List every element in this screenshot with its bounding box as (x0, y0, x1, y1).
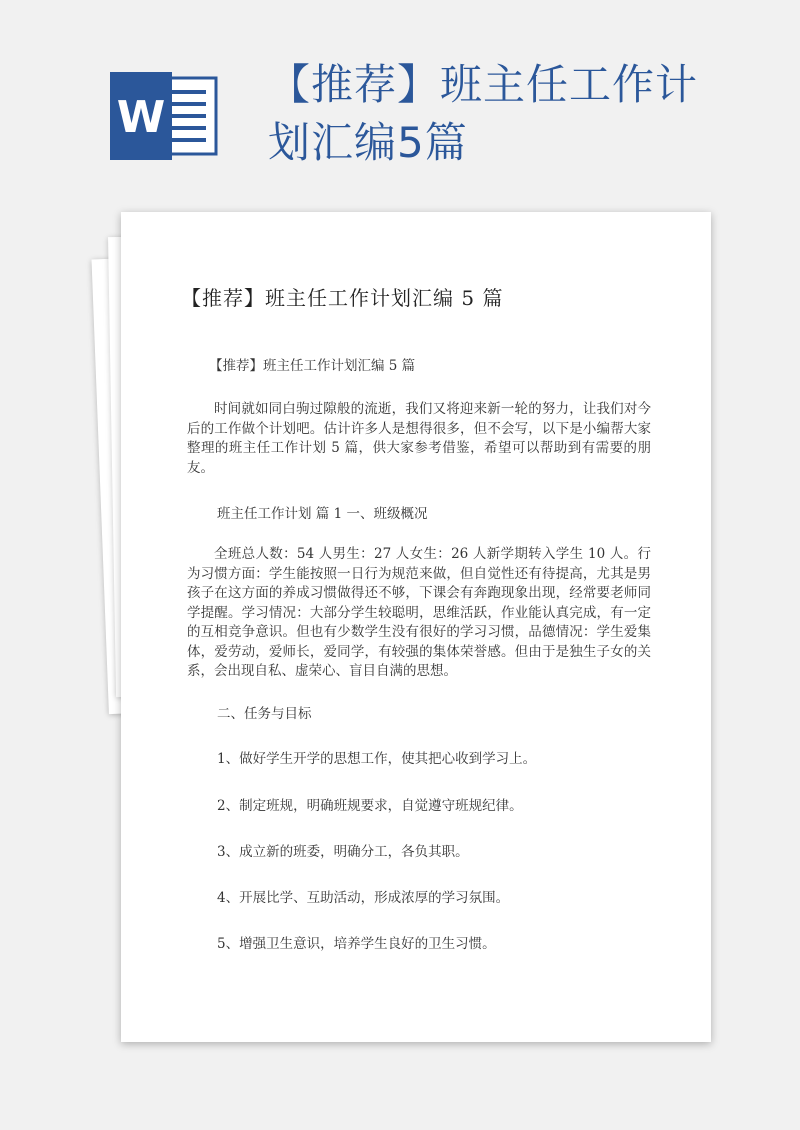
class-overview-paragraph: 全班总人数：54 人男生：27 人女生：26 人新学期转入学生 10 人。行为习惯方面：学生能按照一日行为规范来做，但自觉性还有待提高，尤其是男孩子在这方面的养成习惯做得还不够，下课会有奔跑现象出现，经常要老师同学提醒。学习情况：大部分学生较聪明，思维活跃，作业能认真完成，有一定的互相竞争意识。但也有少数学生没有很好的学习习惯，品德情况：学生爱集体，爱劳动，爱师长，爱同学，有较强的集体荣誉感。但由于是独生子女的关系，会出现自私、虚荣心、盲目自满的思想。 (187, 546, 651, 679)
document-page (121, 212, 711, 1042)
banner-title: 【推荐】班主任工作计划汇编5篇 (268, 60, 699, 167)
document-subheading: 【推荐】班主任工作计划汇编 5 篇 (209, 358, 416, 374)
list-item: 4、开展比学、互助活动，形成浓厚的学习氛围。 (217, 890, 510, 906)
section-title: 二、任务与目标 (217, 706, 312, 722)
list-item: 2、制定班规，明确班规要求，自觉遵守班规纪律。 (217, 798, 523, 814)
section-title: 班主任工作计划 篇 1 一、班级概况 (217, 506, 428, 522)
list-item: 1、做好学生开学的思想工作，使其把心收到学习上。 (217, 751, 537, 767)
document-heading: 【推荐】班主任工作计划汇编 5 篇 (181, 286, 504, 310)
list-item: 5、增强卫生意识，培养学生良好的卫生习惯。 (217, 936, 496, 952)
list-item: 3、成立新的班委，明确分工，各负其职。 (217, 844, 469, 860)
svg-text:W: W (116, 92, 166, 143)
word-icon (110, 72, 220, 160)
intro-paragraph: 时间就如同白驹过隙般的流逝，我们又将迎来新一轮的努力，让我们对今后的工作做个计划吧。估计许多人是想得很多，但不会写，以下是小编帮大家整理的班主任工作计划 5 篇，供大家参考借鉴，希望可以帮助到有需要的朋友。 (187, 401, 651, 476)
